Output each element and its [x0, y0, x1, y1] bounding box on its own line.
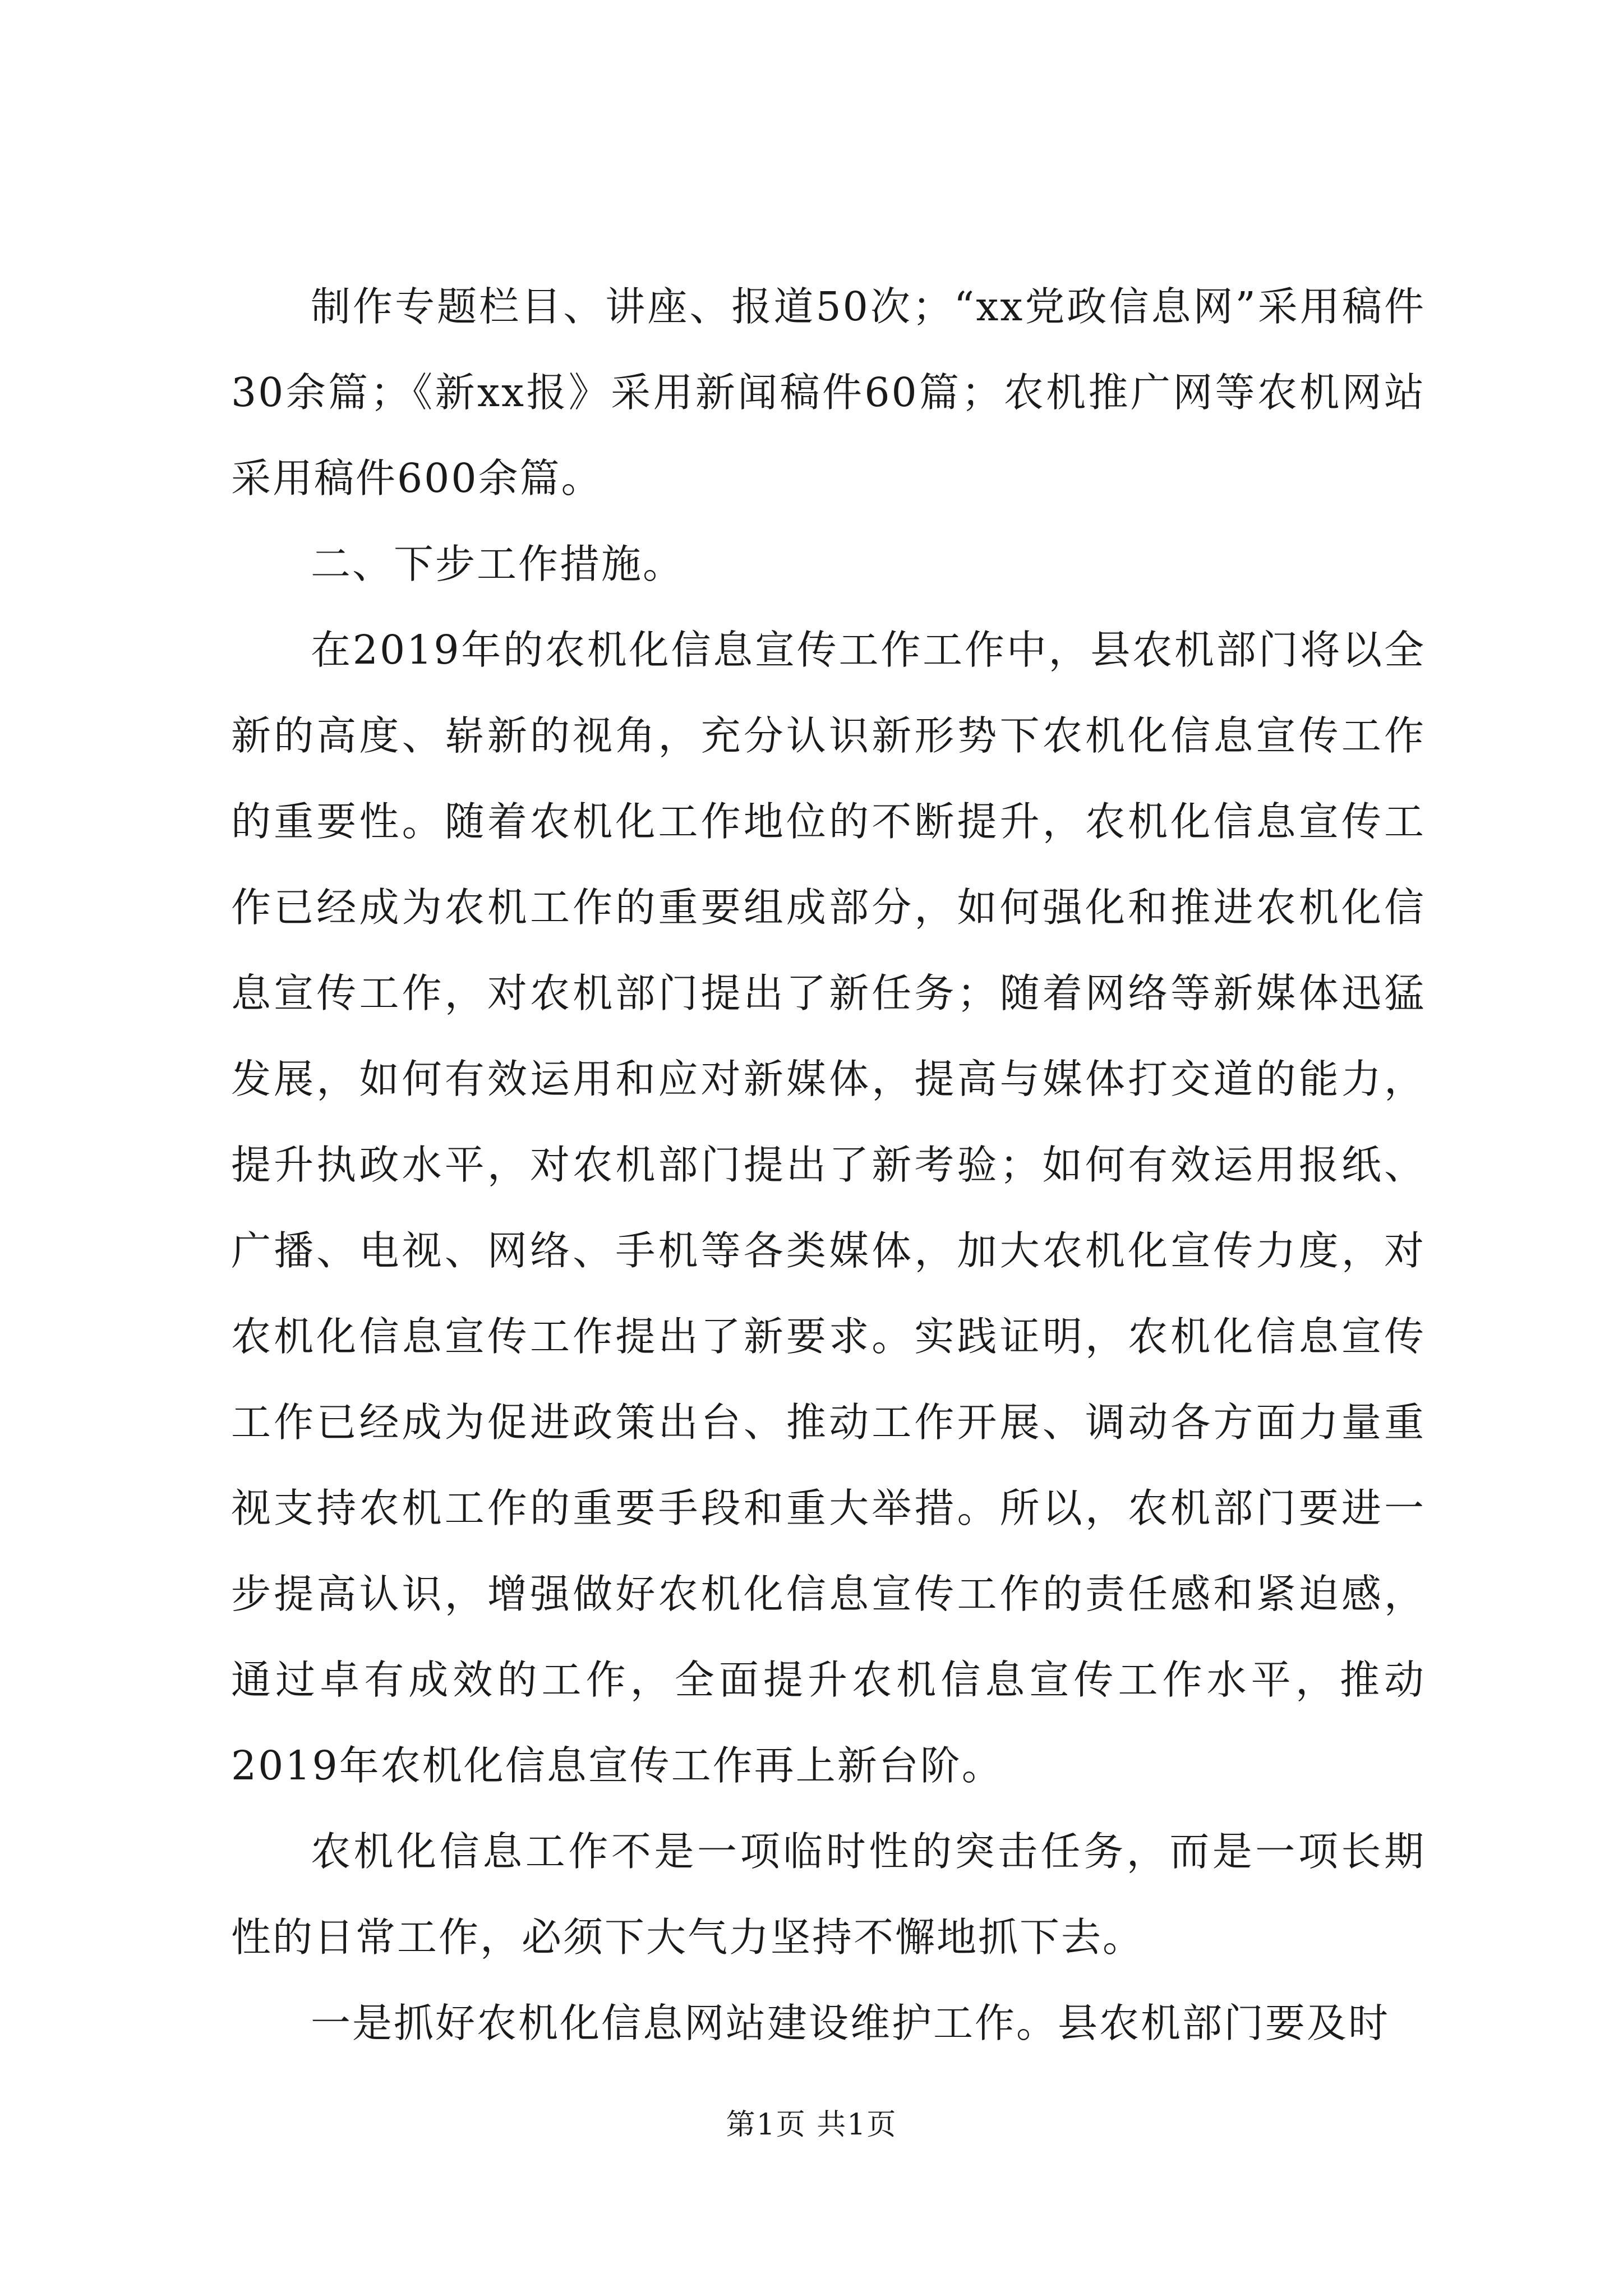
paragraph-long-term-task: 农机化信息工作不是一项临时性的突击任务，而是一项长期性的日常工作，必须下大气力坚持不懈地抓下去。 — [231, 1828, 1426, 1961]
paragraph-media-coverage: 制作专题栏目、讲座、报道50次；“xx党政信息网”采用稿件30余篇；《新xx报》采用新闻稿件60篇；农机推广网等农机网站采用稿件600余篇。 — [231, 283, 1426, 501]
page-number-footer: 第1页 共1页 — [726, 2108, 897, 2142]
paragraph-work-plan: 在2019年的农机化信息宣传工作工作中，县农机部门将以全新的高度、崭新的视角，充分认识新形势下农机化信息宣传工作的重要性。随着农机化工作地位的不断提升，农机化信息宣传工作已经成为农机工作的重要组成部分，如何强化和推进农机化信息宣传工作，对农机部门提出了新任务；随着网络等新媒体迅猛发展，如何有效运用和应对新媒体，提高与媒体打交道的能力，提升执政水平，对农机部门提出了新考验；如何有效运用报纸、广播、电视、网络、手机等各类媒体，加大农机化宣传力度，对农机化信息宣传工作提出了新要求。实践证明，农机化信息宣传工作已经成为促进政策出台、推动工作开展、调动各方面力量重视支持农机工作的重要手段和重大举措。所以，农机部门要进一步提高认识，增强做好农机化信息宣传工作的责任感和紧迫感，通过卓有成效的工作，全面提升农机信息宣传工作水平，推动2019年农机化信息宣传工作再上新台阶。 — [231, 627, 1426, 1789]
paragraph-website-maintenance: 一是抓好农机化信息网站建设维护工作。县农机部门要及时 — [311, 2000, 1390, 2046]
document-body — [231, 264, 1426, 2066]
section-heading-next-steps: 二、下步工作措施。 — [311, 541, 685, 587]
